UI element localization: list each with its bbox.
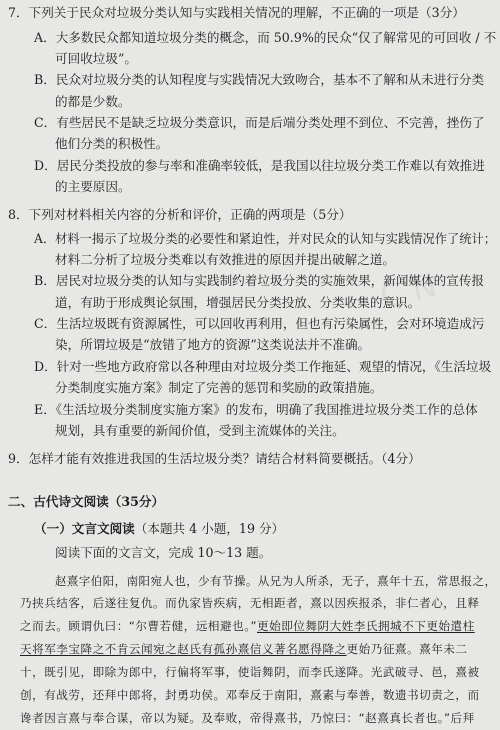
q7-option-a: A．大多数民众都知道垃圾分类的概念，而 50.9%的民众“仅了解常见的可回收 / 不 [34,30,497,45]
q7-option-b: B．民众对垃圾分类的认知程度与实践情况大致吻合，基本不了解和从未进行分类 [34,72,485,87]
q8-option-c: C．生活垃圾既有资源属性，可以回收再利用，但也有污染属性，会对环境造成污 [34,316,485,331]
q8-option-d-cont: 分类制度实施方案》制定了完善的惩罚和奖励的政策措施。 [55,380,383,395]
q8-option-a-cont: 材料二分析了垃圾分类难以有效推进的原因并提出破解之道。 [55,252,396,267]
q7-option-d-cont: 的主要原因。 [55,179,131,194]
q7-stem: 7．下列关于民众对垃圾分类认知与实践相关情况的理解，不正确的一项是（3分） [8,5,465,20]
q8-option-e: E．《生活垃圾分类制度实施方案》的发布，明确了我国推进垃圾分类工作的总体 [34,402,478,417]
passage-line-5: 十，既引见，即除为郎中，行偏将军事，使诣舞阴，而李氏遂降。光武破寻、邑，熹被 [20,665,480,679]
q8-option-a: A．材料一揭示了垃圾分类的必要性和紧迫性，并对民众的认知与实践情况作了统计； [34,231,497,246]
passage-line-3-text: 之而去。顾谓仇曰：“尔曹若健，远相避也。” [20,619,257,633]
q7-option-c-cont: 他们分类的积极性。 [55,136,169,151]
q7-option-c: C．有些居民不是缺乏垃圾分类意识，而是后端分类处理不到位、不完善，挫伤了 [34,115,485,130]
passage-line-7: 谗者因言熹与奉合谋，帝以为疑。及奉败，帝得熹书，乃惊曰：“赵熹真长者也。”后拜 [20,711,475,725]
reading-instruction: 阅读下面的文言文，完成 10～13 题。 [55,545,272,560]
q7-option-d: D．居民分类投放的参与率和准确率较低，是我国以往垃圾分类工作难以有效推进 [34,158,485,173]
q7-option-a-cont: 可回收垃圾”。 [55,51,138,66]
q8-option-b-cont: 道，有助于形成舆论氛围，增强居民分类投放、分类收集的意识。 [55,295,421,310]
q8-option-d: D．针对一些地方政府常以各种理由对垃圾分类工作拖延、观望的情况，《生活垃圾 [34,359,492,374]
q8-option-e-cont: 规划，具有重要的新闻价值，受到主流媒体的关注。 [55,423,345,438]
passage-line-3 [20,618,475,634]
subsection-heading [34,521,284,537]
subsection-title: （一）文言文阅读 [34,521,135,536]
passage-line-2: 乃挟兵结客，后遂往复仇。而仇家皆疾病，无相距者，熹以因疾报杀，非仁者心，且释 [20,596,480,610]
q7-option-b-cont: 的都是少数。 [55,94,131,109]
passage-underlined-2: 天将军李宝降之不肯云闻宛之赵氏有孤孙熹信义著名愿得降之 [20,642,347,656]
section-title: 二、古代诗文阅读（35分） [8,494,165,509]
q8-stem: 8．下列对材料相关内容的分析和评价，正确的两项是（5分） [8,207,352,222]
passage-line-4 [20,641,468,657]
subsection-note: （本题共 4 小题，19 分） [134,521,285,536]
passage-line-4-text: 更始乃征熹。熹年未二 [346,642,468,656]
watermark: C N [376,265,441,317]
passage-line-1: 赵熹字伯阳，南阳宛人也，少有节操。从兄为人所杀，无子，熹年十五，常思报之， [55,574,497,588]
passage-underlined-1: 更始即位舞阴大姓李氏拥城不下更始遣柱 [257,619,475,633]
q9-stem: 9．怎样才能有效推进我国的生活垃圾分类？请结合材料简要概括。（4分） [8,451,421,466]
q8-option-c-cont: 染，所谓垃圾是“放错了地方的资源”这类说法并不准确。 [55,337,371,352]
q8-option-b: B．居民对垃圾分类的认知与实践制约着垃圾分类的实施效果，新闻媒体的宣传报 [34,273,485,288]
passage-line-6: 创，有战劳，还拜中郎将，封勇功侯。邓奉反于南阳，熹素与奉善，数遗书切责之，而 [20,688,480,702]
